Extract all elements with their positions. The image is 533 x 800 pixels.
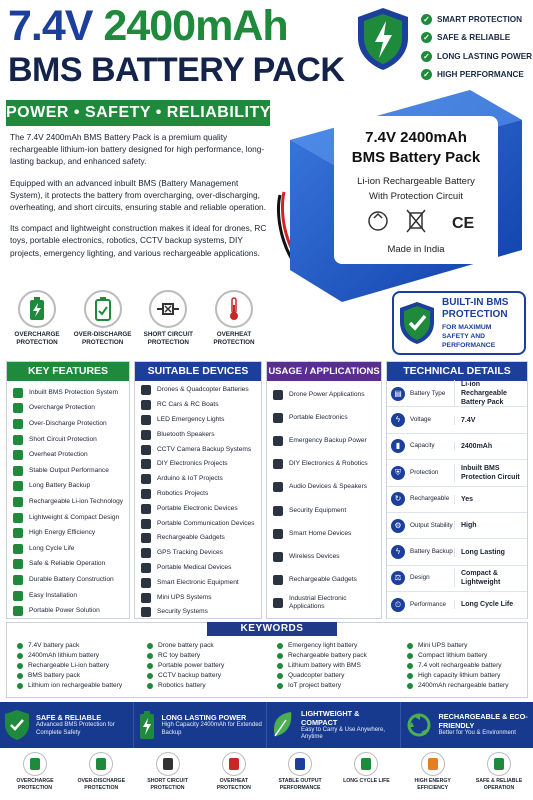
list-item: Lightweight & Compact Design xyxy=(7,510,129,526)
list-bullet-icon xyxy=(13,450,23,460)
list-item: Easy Installation xyxy=(7,588,129,604)
list-item: Durable Battery Construction xyxy=(7,572,129,588)
list-bullet-icon xyxy=(13,403,23,413)
list-bullet-icon xyxy=(13,497,23,507)
keyword-item: Rechargeable battery pack xyxy=(277,651,367,661)
check-dot-icon xyxy=(17,653,23,659)
list-item: DIY Electronics & Robotics xyxy=(267,453,381,476)
label-line5: Made in India xyxy=(387,244,445,255)
check-icon: ✓ xyxy=(421,51,432,62)
keyword-item: 2400mAh lithium battery xyxy=(17,651,122,661)
list-item: Wireless Devices xyxy=(267,545,381,568)
list-bullet-icon xyxy=(273,482,283,492)
list-item: Portable Electronic Devices xyxy=(135,501,261,516)
check-dot-icon xyxy=(147,643,153,649)
keyword-item: RC toy battery xyxy=(147,651,224,661)
list-bullet-icon xyxy=(273,390,283,400)
cycle-icon xyxy=(354,752,378,776)
keywords-title: KEYWORDS xyxy=(207,622,337,636)
battery-charge-icon xyxy=(23,752,47,776)
spec-icon: ↻ xyxy=(391,492,405,506)
list-bullet-icon xyxy=(273,552,283,562)
list-item: High Energy Efficiency xyxy=(7,525,129,541)
key-features-panel xyxy=(6,361,130,619)
bolt-icon xyxy=(421,752,445,776)
list-item: Portable Medical Devices xyxy=(135,561,261,576)
check-dot-icon xyxy=(407,653,413,659)
battery-charge-icon xyxy=(18,290,56,328)
keyword-item: Mini UPS battery xyxy=(407,641,509,651)
list-bullet-icon xyxy=(273,459,283,469)
check-item: ✓ LONG LASTING POWER xyxy=(421,47,531,66)
check-dot-icon xyxy=(147,683,153,689)
list-item: Portable Power Solution xyxy=(7,603,129,619)
list-bullet-icon xyxy=(141,385,151,395)
tech-row: ▤ Battery Type Li-ion Rechargeable Battery Pack xyxy=(387,381,527,407)
list-bullet-icon xyxy=(13,544,23,554)
shield-check-icon xyxy=(4,709,30,741)
spec-icon: ⏲ xyxy=(391,598,405,612)
benefit-item: RECHARGEABLE & ECO-FRIENDLY Better for You & Environment xyxy=(401,702,533,748)
list-item: Safe & Reliable Operation xyxy=(7,557,129,573)
check-icon: ✓ xyxy=(421,32,432,43)
list-item: Industrial Electronic Applications xyxy=(267,592,381,615)
protection-item: OVERHEAT PROTECTION xyxy=(205,290,263,347)
list-item: Drones & Quadcopter Batteries xyxy=(135,383,261,398)
spec-icon: ⛨ xyxy=(391,466,405,480)
spec-icon: ⚙ xyxy=(391,519,405,533)
list-bullet-icon xyxy=(13,419,23,429)
keyword-item: 7.4 volt rechargeable battery xyxy=(407,661,509,671)
list-bullet-icon xyxy=(141,445,151,455)
list-item: Long Battery Backup xyxy=(7,479,129,495)
list-bullet-icon xyxy=(141,474,151,484)
list-bullet-icon xyxy=(273,575,283,585)
bottom-icon-item: SHORT CIRCUIT PROTECTION xyxy=(137,752,199,791)
list-bullet-icon xyxy=(141,430,151,440)
list-item: Bluetooth Speakers xyxy=(135,427,261,442)
bottom-icon-item: OVER-DISCHARGE PROTECTION xyxy=(70,752,132,791)
tech-row: ▮ Capacity 2400mAh xyxy=(387,434,527,460)
list-item: Overheat Protection xyxy=(7,447,129,463)
tech-row: ⚙ Output Stability High xyxy=(387,513,527,539)
list-bullet-icon xyxy=(13,388,23,398)
bottom-icon-item: STABLE OUTPUT PERFORMANCE xyxy=(269,752,331,791)
keyword-item: IoT project battery xyxy=(277,681,367,691)
check-dot-icon xyxy=(277,683,283,689)
intro-text: The 7.4V 2400mAh BMS Battery Pack is a premium quality rechargeable lithium-ion battery designed for high performance, long-lasting backup, and enhanced safety. Equipped with an advanced inbuilt BMS (Battery Management System), it protects the battery from overcharging, over-discharging, overheating, and short circuits, ensuring stable and reliable operation. Its compact and lightweight construction makes it ideal for drones, RC toys, portable electronics, robotics, CCTV backup systems, DIY projects, emergency lighting, and various rechargeable applications. xyxy=(10,132,267,258)
list-item: Rechargeable Gadgets xyxy=(135,531,261,546)
spec-icon: ⚖ xyxy=(391,571,405,585)
list-bullet-icon xyxy=(141,489,151,499)
list-item: Smart Electronic Equipment xyxy=(135,575,261,590)
recycle-icon xyxy=(405,711,433,739)
list-item: Long Cycle Life xyxy=(7,541,129,557)
list-item: Smart Home Devices xyxy=(267,522,381,545)
keywords-panel xyxy=(6,622,528,698)
list-item: Arduino & IoT Projects xyxy=(135,472,261,487)
protection-item: OVER-DISCHARGE PROTECTION xyxy=(74,290,132,347)
subtitle: BMS BATTERY PACK xyxy=(8,51,345,89)
bottom-icon-item: OVERHEAT PROTECTION xyxy=(203,752,265,791)
check-item: ✓ SAFE & RELIABLE xyxy=(421,29,531,48)
check-item: ✓ SMART PROTECTION xyxy=(421,10,531,29)
list-item: Portable Electronics xyxy=(267,406,381,429)
keyword-item: Lithium battery with BMS xyxy=(277,661,367,671)
bms-badge: BUILT-IN BMS PROTECTION FOR MAXIMUM SAFETY AND PERFORMANCE xyxy=(392,291,526,355)
list-item: Audio Devices & Speakers xyxy=(267,476,381,499)
check-dot-icon xyxy=(407,663,413,669)
list-bullet-icon xyxy=(13,591,23,601)
check-icon: ✓ xyxy=(421,69,432,80)
check-item: ✓ HIGH PERFORMANCE xyxy=(421,66,531,85)
list-bullet-icon xyxy=(273,413,283,423)
check-list xyxy=(421,10,531,84)
label-line2: BMS Battery Pack xyxy=(351,149,481,166)
check-dot-icon xyxy=(147,673,153,679)
list-bullet-icon xyxy=(273,529,283,539)
tech-row: ϟ Voltage 7.4V xyxy=(387,407,527,433)
panel-title: KEY FEATURES xyxy=(7,362,129,381)
list-bullet-icon xyxy=(141,563,151,573)
keyword-item: CCTV backup battery xyxy=(147,671,224,681)
ce-mark: CE xyxy=(452,215,475,232)
list-bullet-icon xyxy=(141,548,151,558)
list-item: Portable Communication Devices xyxy=(135,516,261,531)
keyword-item: Compact lithium battery xyxy=(407,651,509,661)
bottom-icon-item: LONG CYCLE LIFE xyxy=(335,752,397,791)
usage-panel xyxy=(266,361,382,619)
shield-check-icon xyxy=(487,752,511,776)
panel-title: TECHNICAL DETAILS xyxy=(387,362,527,381)
list-bullet-icon xyxy=(13,435,23,445)
list-item: RC Cars & RC Boats xyxy=(135,398,261,413)
list-item: Robotics Projects xyxy=(135,487,261,502)
thermometer-icon xyxy=(215,290,253,328)
circuit-icon xyxy=(156,752,180,776)
keyword-item: Robotics battery xyxy=(147,681,224,691)
benefits-strip xyxy=(0,702,533,748)
spec-icon: ϟ xyxy=(391,413,405,427)
tech-row: ⚖ Design Compact & Lightweight xyxy=(387,566,527,592)
keyword-item: Emergency light battery xyxy=(277,641,367,651)
check-dot-icon xyxy=(407,643,413,649)
bin-icon xyxy=(407,210,425,232)
keyword-item: 7.4V battery pack xyxy=(17,641,122,651)
list-bullet-icon xyxy=(141,533,151,543)
bottom-icon-row xyxy=(4,752,530,791)
keyword-item: Rechargeable Li-ion battery xyxy=(17,661,122,671)
check-icon: ✓ xyxy=(421,14,432,25)
keyword-item: Lithium ion rechargeable battery xyxy=(17,681,122,691)
check-dot-icon xyxy=(277,643,283,649)
protection-row xyxy=(8,290,263,347)
bottom-icon-item: HIGH ENERGY EFFICIENCY xyxy=(402,752,464,791)
circuit-icon xyxy=(149,290,187,328)
spec-icon: ▮ xyxy=(391,439,405,453)
benefit-item: LONG LASTING POWER High Capacity 2400mAh for Extended Backup xyxy=(134,702,268,748)
list-item: Inbuilt BMS Protection System xyxy=(7,385,129,401)
keyword-item: Portable power battery xyxy=(147,661,224,671)
label-line1: 7.4V 2400mAh xyxy=(365,129,467,146)
list-item: Emergency Backup Power xyxy=(267,429,381,452)
list-bullet-icon xyxy=(273,436,283,446)
list-item: Mini UPS Systems xyxy=(135,590,261,605)
list-item: Short Circuit Protection xyxy=(7,432,129,448)
keyword-item: Quadcopter battery xyxy=(277,671,367,681)
list-bullet-icon xyxy=(13,606,23,616)
check-dot-icon xyxy=(277,673,283,679)
tagline-banner: POWER • SAFETY • RELIABILITY xyxy=(6,100,270,126)
list-item: Overcharge Protection xyxy=(7,401,129,417)
check-dot-icon xyxy=(277,663,283,669)
list-bullet-icon xyxy=(273,506,283,516)
tech-row: ↻ Rechargeable Yes xyxy=(387,487,527,513)
list-bullet-icon xyxy=(141,519,151,529)
list-bullet-icon xyxy=(13,481,23,491)
list-item: Security Systems xyxy=(135,605,261,620)
keyword-item: BMS battery pack xyxy=(17,671,122,681)
check-dot-icon xyxy=(17,683,23,689)
list-item: LED Emergency Lights xyxy=(135,413,261,428)
list-item: Over-Discharge Protection xyxy=(7,416,129,432)
spec-icon: ▤ xyxy=(391,387,405,401)
spec-icon: ϟ xyxy=(391,545,405,559)
list-bullet-icon xyxy=(141,415,151,425)
list-bullet-icon xyxy=(13,513,23,523)
benefit-item: SAFE & RELIABLE Advanced BMS Protection for Complete Safety xyxy=(0,702,134,748)
main-title: 7.4V 2400mAh xyxy=(8,2,288,50)
list-bullet-icon xyxy=(141,504,151,514)
tech-row: ⛨ Protection Inbuilt BMS Protection Circuit xyxy=(387,460,527,486)
protection-item: OVERCHARGE PROTECTION xyxy=(8,290,66,347)
battery-check-icon xyxy=(84,290,122,328)
shield-bolt-icon xyxy=(356,6,410,72)
list-bullet-icon xyxy=(141,459,151,469)
list-bullet-icon xyxy=(273,598,283,608)
shield-check-icon xyxy=(398,300,436,346)
check-dot-icon xyxy=(407,673,413,679)
check-dot-icon xyxy=(17,663,23,669)
benefit-item: LIGHTWEIGHT & COMPACT Easy to Carry & Use Anywhere, Anytime xyxy=(267,702,401,748)
panel-title: USAGE / APPLICATIONS xyxy=(267,362,381,381)
check-dot-icon xyxy=(17,643,23,649)
list-item: DIY Electronics Projects xyxy=(135,457,261,472)
bottom-icon-item: SAFE & RELIABLE OPERATION xyxy=(468,752,530,791)
keyword-item: Drone battery pack xyxy=(147,641,224,651)
list-bullet-icon xyxy=(141,578,151,588)
keyword-item: 2400mAh rechargeable battery xyxy=(407,681,509,691)
list-item: CCTV Camera Backup Systems xyxy=(135,442,261,457)
list-bullet-icon xyxy=(141,400,151,410)
list-item: Security Equipment xyxy=(267,499,381,522)
panel-title: SUITABLE DEVICES xyxy=(135,362,261,381)
gauge-icon xyxy=(288,752,312,776)
label-line3: Li-ion Rechargeable Battery xyxy=(357,176,475,187)
list-bullet-icon xyxy=(13,575,23,585)
protection-item: SHORT CIRCUIT PROTECTION xyxy=(139,290,197,347)
list-bullet-icon xyxy=(141,593,151,603)
thermometer-icon xyxy=(222,752,246,776)
tech-row: ⏲ Performance Long Cycle Life xyxy=(387,592,527,618)
list-item: Rechargeable Gadgets xyxy=(267,569,381,592)
check-dot-icon xyxy=(277,653,283,659)
list-bullet-icon xyxy=(141,607,151,617)
suitable-devices-panel xyxy=(134,361,262,619)
list-bullet-icon xyxy=(13,528,23,538)
check-dot-icon xyxy=(407,683,413,689)
list-item: Drone Power Applications xyxy=(267,383,381,406)
bottom-icon-item: OVERCHARGE PROTECTION xyxy=(4,752,66,791)
leaf-icon xyxy=(271,710,295,740)
list-bullet-icon xyxy=(13,559,23,569)
tech-row: ϟ Battery Backup Long Lasting xyxy=(387,539,527,565)
list-bullet-icon xyxy=(13,466,23,476)
keyword-item: High capacity lithium battery xyxy=(407,671,509,681)
list-item: Rechargeable Li-ion Technology xyxy=(7,494,129,510)
check-dot-icon xyxy=(147,653,153,659)
technical-details-panel xyxy=(386,361,528,619)
check-dot-icon xyxy=(147,663,153,669)
label-line4: With Protection Circuit xyxy=(369,191,463,202)
battery-check-icon xyxy=(89,752,113,776)
check-dot-icon xyxy=(17,673,23,679)
battery-bolt-icon xyxy=(138,710,156,740)
list-item: Stable Output Performance xyxy=(7,463,129,479)
list-item: GPS Tracking Devices xyxy=(135,546,261,561)
